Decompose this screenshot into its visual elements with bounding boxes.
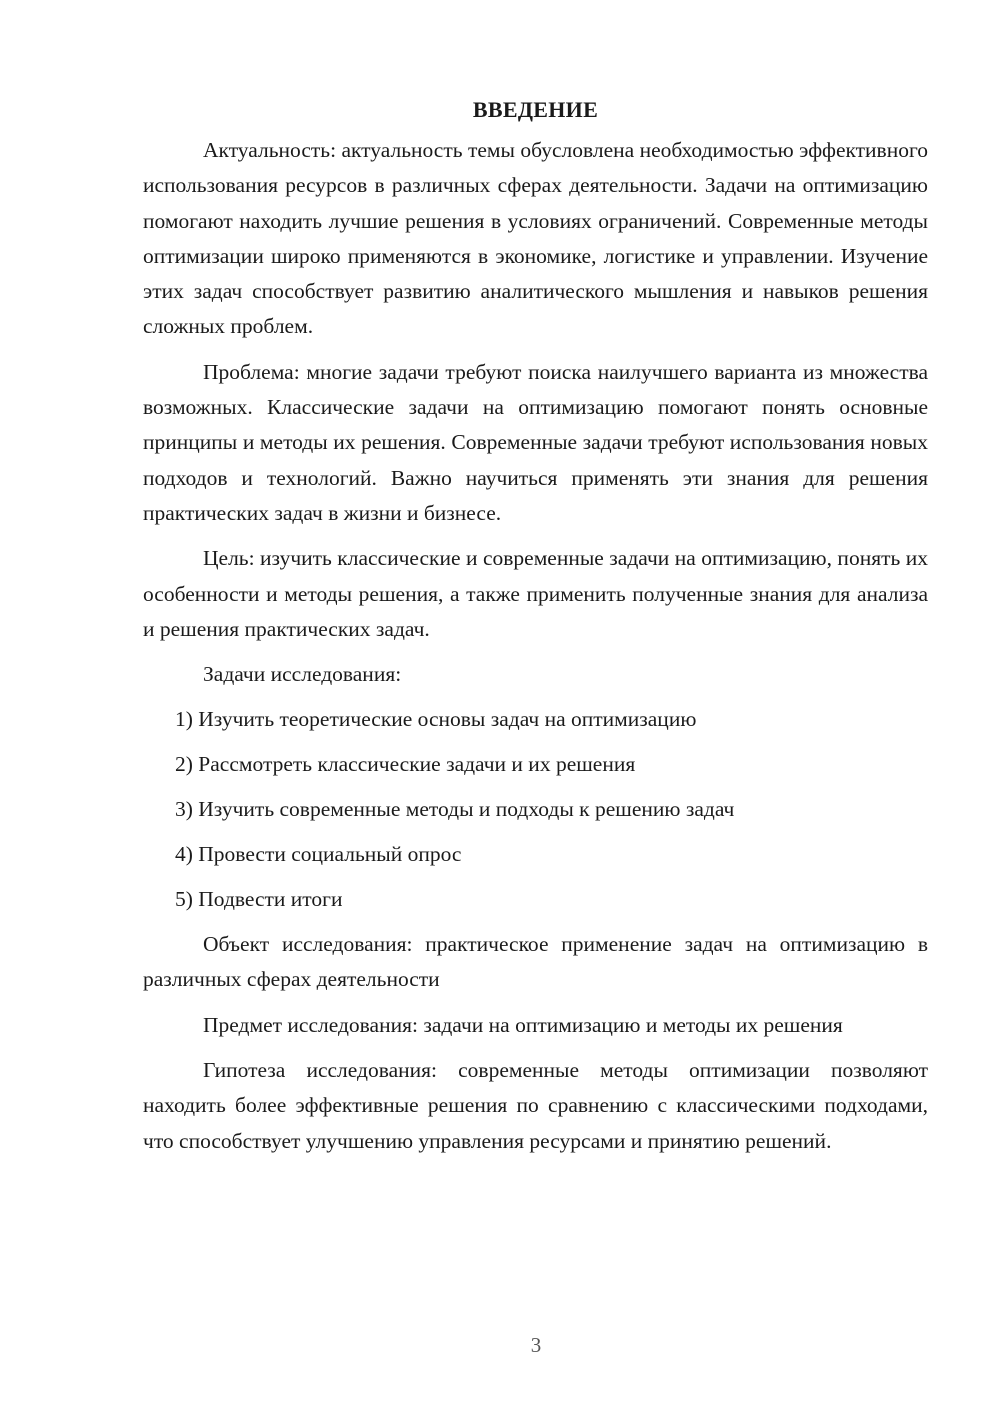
paragraph-problem: Проблема: многие задачи требуют поиска наилучшего варианта из множества возможных. Классические задачи на оптимизацию помогают понять основные принципы и методы их решения. Современные задачи требуют использования новых подходов и технологий. Важно научиться применять эти знания для решения практических задач в жизни и бизнесе. <box>143 359 928 525</box>
paragraph-relevance: Актуальность: актуальность темы обусловлена необходимостью эффективного использования ресурсов в различных сферах деятельности. Задачи на оптимизацию помогают находить лучшие решения в условиях ограничений. Современные методы оптимизации широко применяются в экономике, логистике и управлении. Изучение этих задач способствует развитию аналитического мышления и навыков решения сложных проблем. <box>143 138 928 339</box>
list-item: 4) Провести социальный опрос <box>175 842 462 867</box>
paragraph-hypothesis: Гипотеза исследования: современные методы оптимизации позволяют находить более эффективные решения по сравнению с классическими подходами, что способствует улучшению управления ресурсами и принятию решений. <box>143 1058 928 1153</box>
paragraph-subject: Предмет исследования: задачи на оптимизацию и методы их решения <box>203 1012 843 1037</box>
document-page <box>143 92 928 1169</box>
list-item: 2) Рассмотреть классические задачи и их решения <box>175 752 636 777</box>
page-number: 3 <box>530 1333 542 1357</box>
tasks-heading: Задачи исследования: <box>203 662 402 687</box>
list-item: 3) Изучить современные методы и подходы к решению задач <box>175 797 735 822</box>
section-title: ВВЕДЕНИЕ <box>472 97 599 122</box>
tasks-list <box>143 702 928 917</box>
paragraph-goal: Цель: изучить классические и современные задачи на оптимизацию, понять их особенности и методы решения, а также применить полученные знания для анализа и решения практических задач. <box>143 546 928 641</box>
paragraph-object: Объект исследования: практическое применение задач на оптимизацию в различных сферах деятельности <box>143 932 928 992</box>
list-item: 1) Изучить теоретические основы задач на оптимизацию <box>175 707 697 732</box>
list-item: 5) Подвести итоги <box>175 887 343 912</box>
